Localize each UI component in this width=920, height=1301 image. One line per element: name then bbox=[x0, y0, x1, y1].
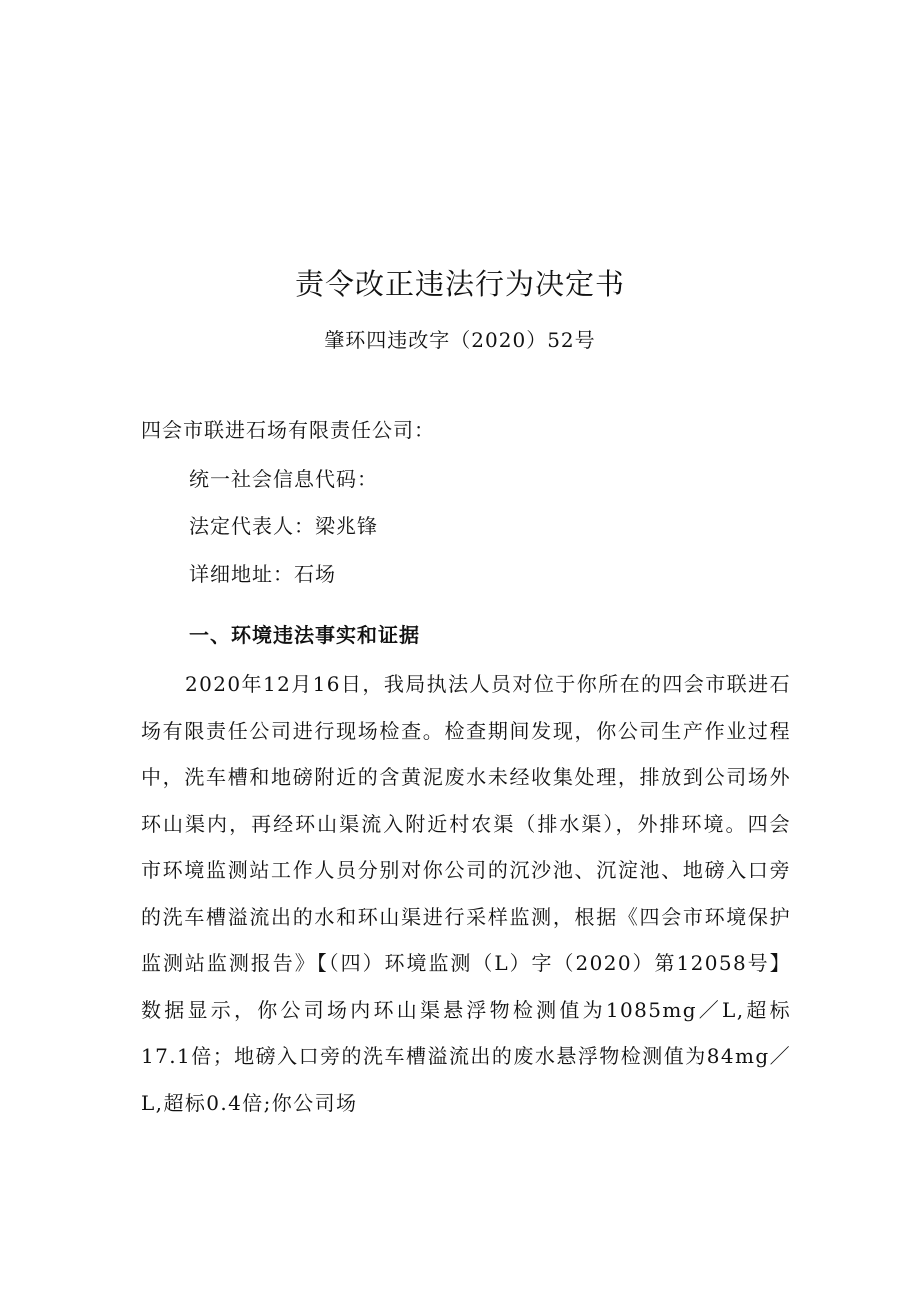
section-heading: 一、环境违法事实和证据 bbox=[189, 623, 420, 647]
recipient-name: 四会市联进石场有限责任公司： bbox=[141, 418, 435, 442]
address-line: 详细地址：石场 bbox=[189, 562, 336, 586]
document-title: 责令改正违法行为决定书 bbox=[294, 267, 625, 301]
credit-code-line: 统一社会信息代码： bbox=[189, 467, 378, 491]
document-number: 肇环四违改字（2020）52号 bbox=[324, 328, 596, 352]
legal-representative-line: 法定代表人：梁兆锋 bbox=[189, 514, 378, 538]
facts-paragraph: 2020年12月16日，我局执法人员对位于你所在的四会市联进石场有限责任公司进行现场检查。检查期间发现，你公司生产作业过程中，洗车槽和地磅附近的含黄泥废水未经收集处理，排放到公司场外环山渠内，再经环山渠流入附近村农渠（排水渠），外排环境。四会市环境监测站工作人员分别对你公司的沉沙池、沉淀池、地磅入口旁的洗车槽溢流出的水和环山渠进行采样监测，根据《四会市环境保护监测站监测报告》【（四）环境监测（L）字（2020）第12058号】数据显示，你公司场内环山渠悬浮物检测值为1085mg／L,超标17.1倍；地磅入口旁的洗车槽溢流出的废水悬浮物检测值为84mg／L,超标0.4倍;你公司场 bbox=[141, 672, 791, 1115]
